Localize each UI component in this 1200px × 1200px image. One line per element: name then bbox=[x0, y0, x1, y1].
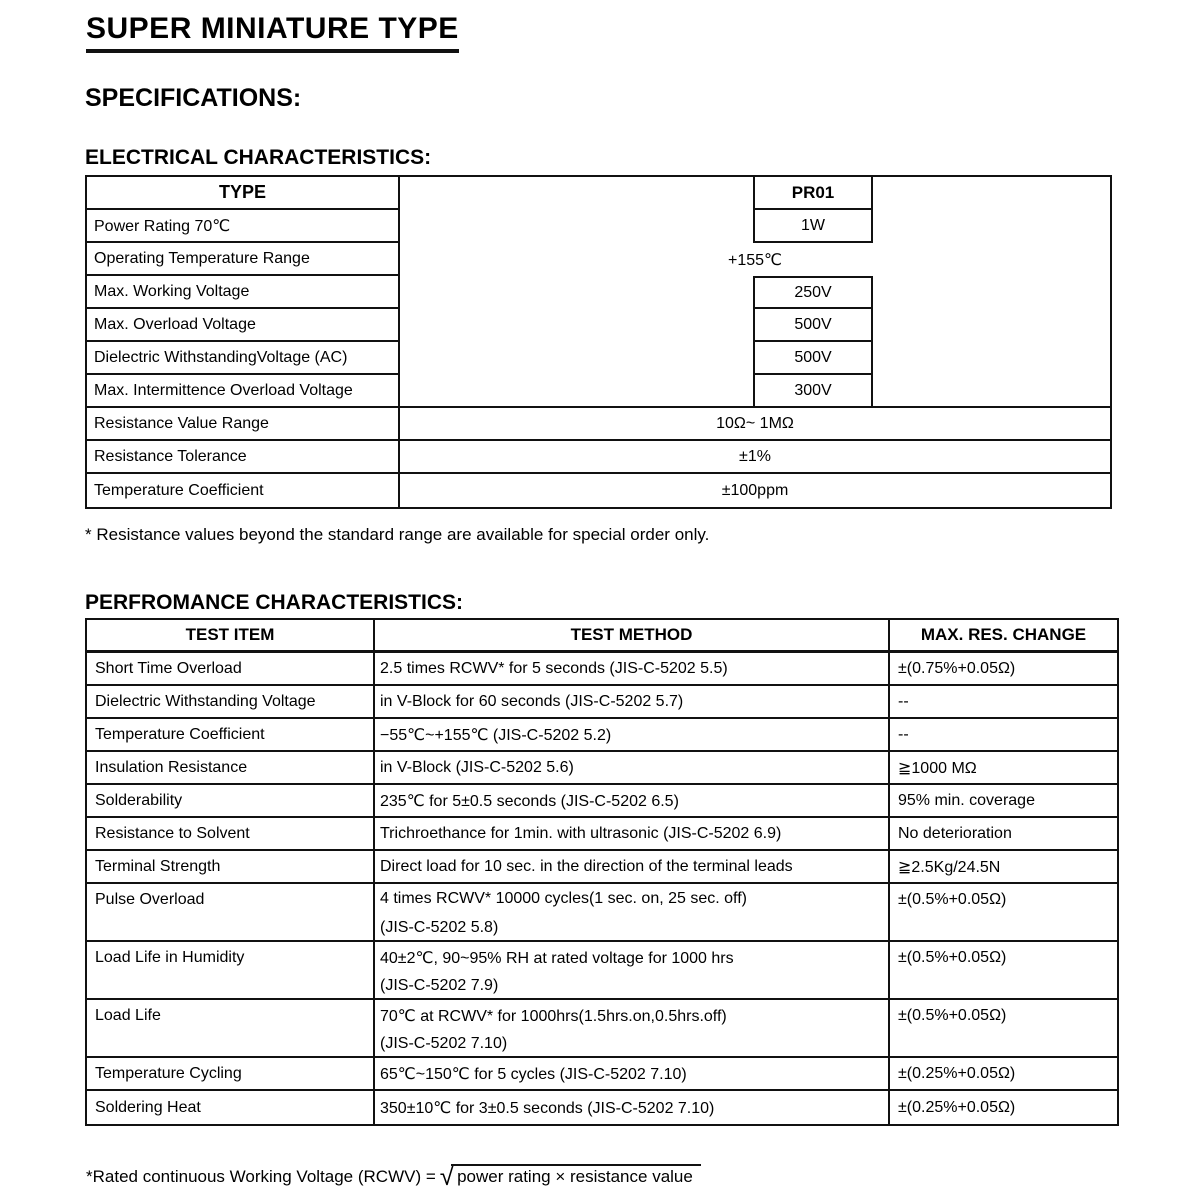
test-item-cell: Temperature Coefficient bbox=[87, 719, 375, 752]
max-res-change-cell: ±(0.5%+0.05Ω) bbox=[890, 884, 1117, 942]
max-res-change-cell: ±(0.25%+0.05Ω) bbox=[890, 1058, 1117, 1091]
test-item-cell: Short Time Overload bbox=[87, 653, 375, 686]
row-label: Temperature Coefficient bbox=[87, 474, 400, 507]
test-method-cell: Direct load for 10 sec. in the direction of the terminal leads bbox=[375, 851, 890, 884]
page-title: SUPER MINIATURE TYPE bbox=[86, 12, 459, 53]
column-header-max-res-change: MAX. RES. CHANGE bbox=[890, 620, 1117, 653]
max-res-change-cell: 95% min. coverage bbox=[890, 785, 1117, 818]
test-item-cell: Soldering Heat bbox=[87, 1091, 375, 1124]
spanning-value-cell: +155℃ bbox=[727, 251, 782, 269]
max-res-change-cell: ±(0.5%+0.05Ω) bbox=[890, 942, 1117, 1000]
footnote-text: *Rated continuous Working Voltage (RCWV) = bbox=[86, 1167, 436, 1186]
max-res-change-cell: ±(0.25%+0.05Ω) bbox=[898, 1098, 1016, 1116]
model-header-cell: PR01 bbox=[753, 177, 873, 210]
max-res-change-cell: ≧1000 MΩ bbox=[890, 752, 1117, 785]
test-item-cell: Solderability bbox=[87, 785, 375, 818]
test-item-cell: Dielectric Withstanding Voltage bbox=[87, 686, 375, 719]
performance-characteristics-table bbox=[85, 618, 1119, 1126]
max-res-change-cell: ±(0.75%+0.05Ω) bbox=[890, 653, 1117, 686]
test-method-line1: 4 times RCWV* 10000 cycles(1 sec. on, 25 sec. off) bbox=[380, 890, 747, 907]
test-method-line1: 40±2℃, 90~95% RH at rated voltage for 1000 hrs bbox=[380, 950, 734, 967]
row-label: Operating Temperature Range bbox=[87, 243, 400, 276]
max-res-change-cell: ±(0.5%+0.05Ω) bbox=[890, 1000, 1117, 1058]
test-item-cell: Load Life in Humidity bbox=[87, 942, 375, 1000]
electrical-characteristics-heading: ELECTRICAL CHARACTERISTICS: bbox=[85, 146, 432, 169]
test-method-cell: 235℃ for 5±0.5 seconds (JIS-C-5202 6.5) bbox=[375, 785, 890, 818]
row-label: Resistance Value Range bbox=[87, 408, 400, 441]
value-cell: 500V bbox=[753, 309, 873, 342]
test-method-cell bbox=[375, 1000, 890, 1058]
test-method-line2: (JIS-C-5202 7.10) bbox=[380, 1035, 508, 1052]
performance-characteristics-heading: PERFROMANCE CHARACTERISTICS: bbox=[85, 591, 463, 614]
test-method-cell bbox=[375, 942, 890, 1000]
row-label: Max. Intermittence Overload Voltage bbox=[87, 375, 400, 408]
spanning-value-cell: ±100ppm bbox=[721, 481, 789, 499]
footnote-radicand: power rating × resistance value bbox=[451, 1164, 701, 1187]
resistance-note: * Resistance values beyond the standard range are available for special order only. bbox=[85, 525, 710, 544]
row-label: Dielectric WithstandingVoltage (AC) bbox=[87, 342, 400, 375]
max-res-change-cell: No deterioration bbox=[890, 818, 1117, 851]
spanning-value-cell: ±1% bbox=[400, 441, 1110, 474]
test-method-cell: 350±10℃ for 3±0.5 seconds (JIS-C-5202 7.10) bbox=[375, 1091, 890, 1124]
spanning-value-cell: 10Ω~ 1MΩ bbox=[400, 408, 1110, 441]
specifications-heading: SPECIFICATIONS: bbox=[85, 84, 302, 112]
column-header-test-method: TEST METHOD bbox=[375, 620, 890, 653]
square-root-symbol: √ bbox=[439, 1161, 455, 1191]
test-item-cell: Temperature Cycling bbox=[87, 1058, 375, 1091]
type-header-cell: TYPE bbox=[87, 177, 400, 210]
test-item-cell: Pulse Overload bbox=[87, 884, 375, 942]
test-method-cell: in V-Block (JIS-C-5202 5.6) bbox=[375, 752, 890, 785]
test-method-cell: 2.5 times RCWV* for 5 seconds (JIS-C-5202 5.5) bbox=[375, 653, 890, 686]
max-res-change-cell: ≧2.5Kg/24.5N bbox=[890, 851, 1117, 884]
column-header-test-item: TEST ITEM bbox=[87, 620, 375, 653]
test-item-cell: Load Life bbox=[87, 1000, 375, 1058]
electrical-characteristics-table bbox=[85, 175, 1112, 509]
test-method-cell: 65℃~150℃ for 5 cycles (JIS-C-5202 7.10) bbox=[375, 1058, 890, 1091]
test-item-cell: Terminal Strength bbox=[87, 851, 375, 884]
test-item-cell: Insulation Resistance bbox=[87, 752, 375, 785]
value-cell: 300V bbox=[753, 375, 873, 408]
value-cell: 250V bbox=[753, 276, 873, 309]
max-res-change-cell: -- bbox=[890, 719, 1117, 752]
test-method-cell bbox=[375, 884, 890, 942]
row-label: Max. Working Voltage bbox=[87, 276, 400, 309]
test-item-cell: Resistance to Solvent bbox=[87, 818, 375, 851]
value-cell: 1W bbox=[753, 210, 873, 243]
max-res-change-cell: -- bbox=[890, 686, 1117, 719]
row-label: Resistance Tolerance bbox=[87, 441, 400, 474]
test-method-line1: 70℃ at RCWV* for 1000hrs(1.5hrs.on,0.5hrs.off) bbox=[380, 1008, 727, 1025]
test-method-line2: (JIS-C-5202 7.9) bbox=[380, 977, 499, 994]
row-label: Power Rating 70℃ bbox=[87, 210, 400, 243]
value-cell: 500V bbox=[753, 342, 873, 375]
rcwv-footnote bbox=[86, 1163, 701, 1189]
test-method-line2: (JIS-C-5202 5.8) bbox=[380, 919, 499, 936]
row-label: Max. Overload Voltage bbox=[87, 309, 400, 342]
test-method-cell: in V-Block for 60 seconds (JIS-C-5202 5.7) bbox=[375, 686, 890, 719]
test-method-cell: Trichroethance for 1min. with ultrasonic (JIS-C-5202 6.9) bbox=[375, 818, 890, 851]
test-method-cell: −55℃~+155℃ (JIS-C-5202 5.2) bbox=[375, 719, 890, 752]
